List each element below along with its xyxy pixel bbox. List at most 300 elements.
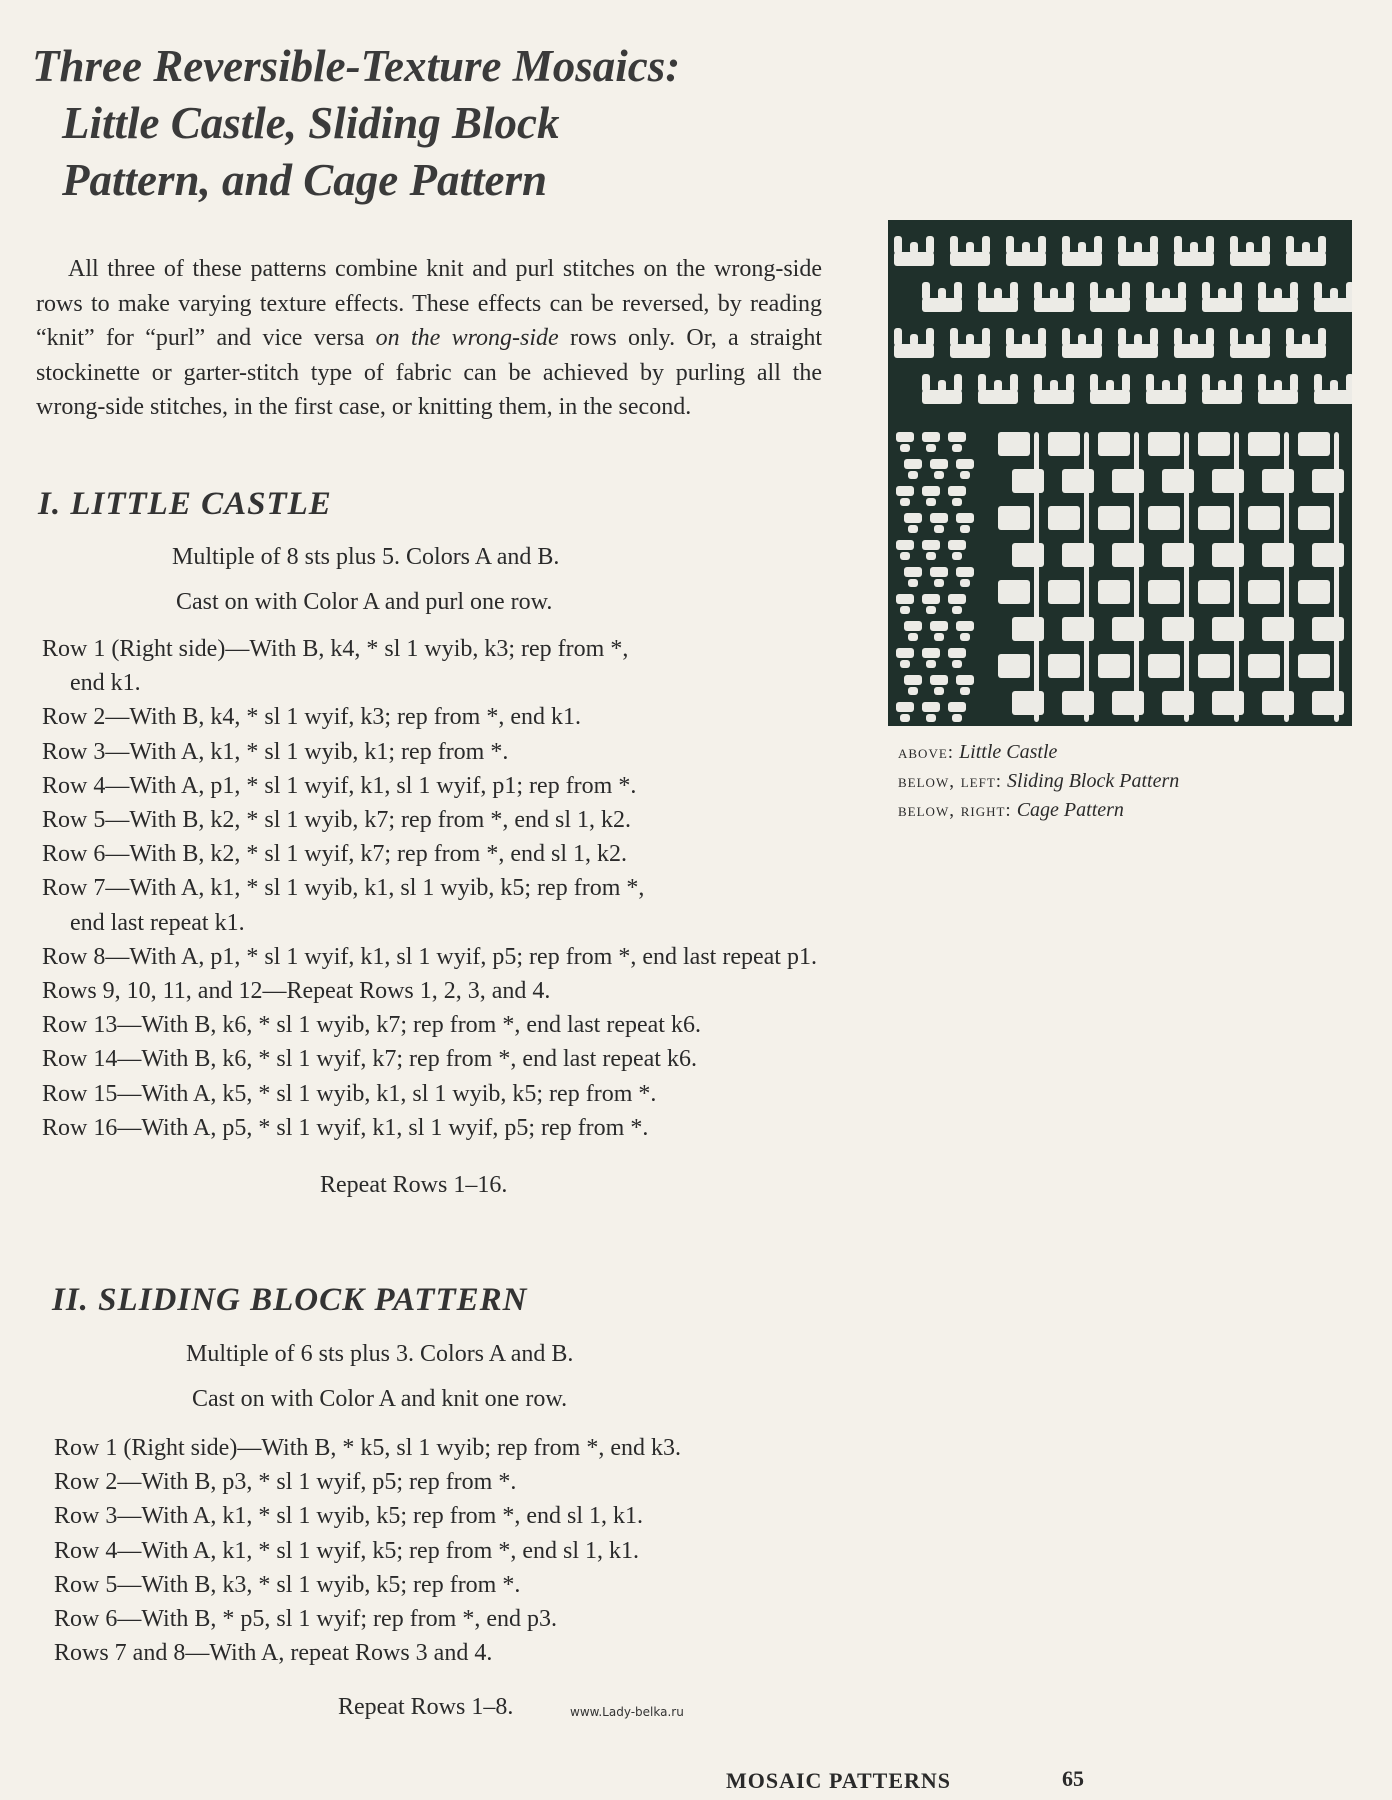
cage-block bbox=[1212, 469, 1244, 493]
castle-tower bbox=[1038, 236, 1046, 254]
cage-block bbox=[998, 506, 1030, 530]
castle-tower bbox=[1302, 334, 1310, 346]
castle-tower bbox=[1146, 374, 1154, 392]
castle-tower bbox=[922, 374, 930, 392]
cage-block bbox=[1198, 654, 1230, 678]
cage-block bbox=[1212, 543, 1244, 567]
little-castle-row-text: Row 15—With A, k5, * sl 1 wyib, k1, sl 1 wyib, k5; rep from *. bbox=[42, 1080, 657, 1107]
cage-block bbox=[1098, 432, 1130, 456]
castle-tower bbox=[1230, 328, 1238, 346]
page-title bbox=[32, 38, 792, 209]
castle-tower bbox=[1246, 334, 1254, 346]
castle-tower bbox=[1078, 334, 1086, 346]
castle-tower bbox=[1258, 374, 1266, 392]
sliding-block-stitch bbox=[904, 513, 922, 523]
castle-tower bbox=[1122, 282, 1130, 300]
section-2-repeat: Repeat Rows 1–8. bbox=[338, 1694, 514, 1720]
castle-tower bbox=[1274, 380, 1282, 392]
castle-tower bbox=[1286, 236, 1294, 254]
sliding-block-stitch bbox=[908, 471, 918, 479]
sliding-block-stitch bbox=[926, 660, 936, 668]
little-castle-row bbox=[42, 632, 817, 700]
castle-tower bbox=[1118, 328, 1126, 346]
sliding-block-stitch bbox=[896, 432, 914, 442]
castle-base bbox=[1258, 298, 1298, 312]
castle-tower bbox=[1122, 374, 1130, 392]
sliding-block-stitch bbox=[926, 552, 936, 560]
cage-bar bbox=[1284, 432, 1289, 722]
castle-tower bbox=[1206, 236, 1214, 254]
sliding-block-stitch bbox=[922, 702, 940, 712]
castle-tower bbox=[1174, 328, 1182, 346]
castle-base bbox=[1062, 252, 1102, 266]
castle-tower bbox=[1078, 242, 1086, 254]
sliding-block-row-text: Row 2—With B, p3, * sl 1 wyif, p5; rep from *. bbox=[54, 1469, 517, 1496]
sliding-block-stitch bbox=[960, 687, 970, 695]
cage-block bbox=[1298, 580, 1330, 604]
castle-base bbox=[1090, 298, 1130, 312]
swatch-graphic bbox=[888, 220, 1352, 726]
sliding-block-stitch bbox=[896, 702, 914, 712]
cage-block bbox=[998, 580, 1030, 604]
cage-block bbox=[1048, 654, 1080, 678]
sliding-block-row bbox=[54, 1636, 681, 1670]
castle-tower bbox=[1218, 380, 1226, 392]
castle-tower bbox=[1090, 374, 1098, 392]
running-head: MOSAIC PATTERNS bbox=[726, 1768, 952, 1793]
sliding-block-row bbox=[54, 1534, 681, 1568]
sliding-block-row bbox=[54, 1465, 681, 1499]
sliding-block-stitch bbox=[900, 498, 910, 506]
castle-tower bbox=[954, 282, 962, 300]
castle-base bbox=[922, 390, 962, 404]
sliding-block-stitch bbox=[896, 648, 914, 658]
sliding-block-stitch bbox=[952, 606, 962, 614]
castle-tower bbox=[1106, 288, 1114, 300]
castle-tower bbox=[1066, 374, 1074, 392]
sliding-block-stitch bbox=[896, 486, 914, 496]
cage-block bbox=[1112, 691, 1144, 715]
section-1-cast-on: Cast on with Color A and purl one row. bbox=[176, 589, 553, 615]
sliding-block-stitch bbox=[960, 471, 970, 479]
sliding-block-stitch bbox=[956, 459, 974, 469]
castle-tower bbox=[1066, 282, 1074, 300]
castle-tower bbox=[1202, 374, 1210, 392]
cage-block bbox=[1048, 432, 1080, 456]
castle-tower bbox=[922, 282, 930, 300]
caption-below-right bbox=[898, 796, 1358, 825]
cage-block bbox=[1162, 691, 1194, 715]
castle-tower bbox=[1094, 236, 1102, 254]
cage-block bbox=[1198, 580, 1230, 604]
castle-tower bbox=[1006, 236, 1014, 254]
castle-base bbox=[1062, 344, 1102, 358]
sliding-block-stitch bbox=[930, 675, 948, 685]
little-castle-row-continuation: end last repeat k1. bbox=[70, 909, 245, 936]
caption-below-left-label: below, left: bbox=[898, 771, 1003, 792]
sliding-block-stitch bbox=[952, 660, 962, 668]
castle-tower bbox=[1034, 374, 1042, 392]
little-castle-row bbox=[42, 735, 817, 769]
cage-block bbox=[1248, 432, 1280, 456]
cage-block bbox=[998, 432, 1030, 456]
sliding-block-stitch bbox=[904, 567, 922, 577]
castle-base bbox=[1034, 298, 1074, 312]
sliding-block-stitch bbox=[908, 633, 918, 641]
sliding-block-stitch bbox=[922, 648, 940, 658]
little-castle-row bbox=[42, 871, 817, 939]
cage-block bbox=[1298, 432, 1330, 456]
sliding-block-row-text: Rows 7 and 8—With A, repeat Rows 3 and 4. bbox=[54, 1640, 493, 1667]
sliding-block-stitch bbox=[952, 552, 962, 560]
castle-base bbox=[1034, 390, 1074, 404]
castle-tower bbox=[1150, 328, 1158, 346]
sliding-block-stitch bbox=[952, 498, 962, 506]
castle-base bbox=[1174, 252, 1214, 266]
little-castle-row-text: Row 5—With B, k2, * sl 1 wyib, k7; rep from *, end sl 1, k2. bbox=[42, 807, 632, 834]
sliding-block-stitch bbox=[930, 513, 948, 523]
sliding-block-stitch bbox=[922, 540, 940, 550]
castle-tower bbox=[1106, 380, 1114, 392]
cage-block bbox=[1298, 506, 1330, 530]
cage-block bbox=[1012, 469, 1044, 493]
sliding-block-stitch bbox=[956, 621, 974, 631]
castle-base bbox=[950, 344, 990, 358]
little-castle-row-text: Row 3—With A, k1, * sl 1 wyib, k1; rep from *. bbox=[42, 738, 509, 765]
cage-block bbox=[1248, 506, 1280, 530]
sliding-block-stitch bbox=[922, 432, 940, 442]
cage-block bbox=[1312, 691, 1344, 715]
sliding-block-stitch bbox=[926, 714, 936, 722]
title-line-2: Little Castle, Sliding Block bbox=[62, 98, 560, 148]
photo-caption bbox=[898, 738, 1358, 825]
cage-block bbox=[1298, 654, 1330, 678]
little-castle-row-text: Row 1 (Right side)—With B, k4, * sl 1 wyib, k3; rep from *, bbox=[42, 636, 629, 662]
castle-tower bbox=[1162, 288, 1170, 300]
intro-text-2: rows only. Or, a straight stockinette or garter-stitch type of fabric can be achieved by purling all the wrong-side stitches, in the first case, or knitting them, in the second. bbox=[36, 325, 823, 420]
castle-tower bbox=[1050, 380, 1058, 392]
castle-base bbox=[1006, 252, 1046, 266]
castle-base bbox=[894, 344, 934, 358]
castle-base bbox=[1174, 344, 1214, 358]
castle-tower bbox=[1010, 282, 1018, 300]
sliding-block-stitch bbox=[960, 525, 970, 533]
castle-tower bbox=[1262, 236, 1270, 254]
castle-tower bbox=[1062, 328, 1070, 346]
castle-tower bbox=[1178, 374, 1186, 392]
castle-base bbox=[950, 252, 990, 266]
castle-tower bbox=[1134, 242, 1142, 254]
little-castle-row bbox=[42, 974, 817, 1008]
sliding-block-stitch bbox=[948, 432, 966, 442]
sliding-block-stitch bbox=[900, 444, 910, 452]
cage-block bbox=[1062, 469, 1094, 493]
sliding-block-row-text: Row 1 (Right side)—With B, * k5, sl 1 wyib; rep from *, end k3. bbox=[54, 1435, 681, 1461]
little-castle-row-continuation: end k1. bbox=[70, 670, 141, 697]
little-castle-row bbox=[42, 940, 817, 974]
castle-tower bbox=[1034, 282, 1042, 300]
sliding-block-stitch bbox=[900, 552, 910, 560]
cage-block bbox=[1262, 469, 1294, 493]
caption-below-right-text: Cage Pattern bbox=[1016, 799, 1124, 821]
sliding-block-stitch bbox=[896, 540, 914, 550]
cage-block bbox=[1098, 654, 1130, 678]
cage-block bbox=[1312, 543, 1344, 567]
sliding-block-stitch bbox=[930, 621, 948, 631]
cage-block bbox=[1198, 506, 1230, 530]
cage-block bbox=[1012, 691, 1044, 715]
castle-base bbox=[1314, 390, 1352, 404]
castle-tower bbox=[1314, 374, 1322, 392]
sliding-block-stitch bbox=[948, 594, 966, 604]
little-castle-row bbox=[42, 700, 817, 734]
cage-block bbox=[1212, 691, 1244, 715]
cage-bar bbox=[1034, 432, 1039, 722]
sliding-block-row bbox=[54, 1499, 681, 1533]
sliding-block-row-text: Row 5—With B, k3, * sl 1 wyib, k5; rep from *. bbox=[54, 1571, 521, 1598]
castle-tower bbox=[1286, 328, 1294, 346]
sliding-block-stitch bbox=[904, 675, 922, 685]
little-castle-row-text: Row 7—With A, k1, * sl 1 wyib, k1, sl 1 wyib, k5; rep from *, bbox=[42, 875, 645, 902]
cage-block bbox=[1062, 543, 1094, 567]
cage-block bbox=[1312, 617, 1344, 641]
cage-block bbox=[1062, 691, 1094, 715]
cage-block bbox=[1012, 543, 1044, 567]
castle-tower bbox=[1050, 288, 1058, 300]
sliding-block-stitch bbox=[922, 594, 940, 604]
castle-tower bbox=[954, 374, 962, 392]
sliding-block-stitch bbox=[908, 579, 918, 587]
section-1-rows bbox=[42, 632, 817, 1145]
castle-tower bbox=[982, 236, 990, 254]
sliding-block-stitch bbox=[904, 459, 922, 469]
castle-tower bbox=[950, 328, 958, 346]
cage-block bbox=[1062, 617, 1094, 641]
castle-base bbox=[1286, 344, 1326, 358]
caption-above-text: Little Castle bbox=[959, 741, 1058, 763]
castle-tower bbox=[1318, 236, 1326, 254]
sliding-block-stitch bbox=[934, 633, 944, 641]
castle-tower bbox=[1330, 380, 1338, 392]
castle-tower bbox=[1218, 288, 1226, 300]
cage-block bbox=[1112, 469, 1144, 493]
cage-block bbox=[1312, 469, 1344, 493]
sliding-block-stitch bbox=[900, 660, 910, 668]
little-castle-row-text: Row 16—With A, p5, * sl 1 wyif, k1, sl 1 wyif, p5; rep from *. bbox=[42, 1114, 649, 1141]
sliding-block-stitch bbox=[926, 498, 936, 506]
cage-block bbox=[1148, 654, 1180, 678]
castle-tower bbox=[1230, 236, 1238, 254]
castle-tower bbox=[1234, 282, 1242, 300]
castle-base bbox=[1118, 344, 1158, 358]
little-castle-row-text: Row 8—With A, p1, * sl 1 wyif, k1, sl 1 wyif, p5; rep from *, end last repeat p1. bbox=[42, 943, 817, 970]
castle-tower bbox=[910, 242, 918, 254]
castle-tower bbox=[966, 334, 974, 346]
little-castle-row-text: Row 13—With B, k6, * sl 1 wyib, k7; rep from *, end last repeat k6. bbox=[42, 1012, 701, 1039]
castle-base bbox=[978, 390, 1018, 404]
sliding-block-stitch bbox=[948, 702, 966, 712]
intro-paragraph bbox=[36, 252, 822, 425]
castle-tower bbox=[966, 242, 974, 254]
castle-base bbox=[1118, 252, 1158, 266]
castle-tower bbox=[1314, 282, 1322, 300]
cage-block bbox=[1162, 617, 1194, 641]
sliding-block-stitch bbox=[908, 687, 918, 695]
cage-block bbox=[1262, 543, 1294, 567]
sliding-block-stitch bbox=[934, 471, 944, 479]
cage-block bbox=[1112, 617, 1144, 641]
knitted-swatch-photo bbox=[888, 220, 1352, 726]
castle-base bbox=[1090, 390, 1130, 404]
castle-base bbox=[1146, 298, 1186, 312]
castle-tower bbox=[1022, 334, 1030, 346]
castle-tower bbox=[1290, 374, 1298, 392]
sliding-block-row-text: Row 6—With B, * p5, sl 1 wyif; rep from *, end p3. bbox=[54, 1606, 557, 1633]
castle-base bbox=[922, 298, 962, 312]
castle-tower bbox=[1090, 282, 1098, 300]
caption-below-left bbox=[898, 767, 1358, 796]
caption-below-left-text: Sliding Block Pattern bbox=[1007, 770, 1180, 792]
castle-tower bbox=[1234, 374, 1242, 392]
castle-tower bbox=[894, 328, 902, 346]
castle-tower bbox=[994, 380, 1002, 392]
castle-tower bbox=[982, 328, 990, 346]
castle-tower bbox=[1134, 334, 1142, 346]
sliding-block-stitch bbox=[930, 567, 948, 577]
sliding-block-stitch bbox=[922, 486, 940, 496]
sliding-block-stitch bbox=[930, 459, 948, 469]
cage-block bbox=[1162, 469, 1194, 493]
sliding-block-stitch bbox=[952, 714, 962, 722]
castle-tower bbox=[1202, 282, 1210, 300]
castle-tower bbox=[978, 374, 986, 392]
sliding-block-stitch bbox=[960, 633, 970, 641]
caption-below-right-label: below, right: bbox=[898, 800, 1012, 821]
sliding-block-row-text: Row 4—With A, k1, * sl 1 wyif, k5; rep from *, end sl 1, k1. bbox=[54, 1537, 639, 1564]
little-castle-row bbox=[42, 1111, 817, 1145]
cage-block bbox=[1148, 432, 1180, 456]
cage-block bbox=[1148, 506, 1180, 530]
castle-tower bbox=[938, 288, 946, 300]
sliding-block-stitch bbox=[948, 486, 966, 496]
section-1-repeat: Repeat Rows 1–16. bbox=[320, 1172, 508, 1198]
castle-tower bbox=[1302, 242, 1310, 254]
watermark: www.Lady-belka.ru bbox=[570, 1705, 684, 1719]
sliding-block-stitch bbox=[956, 567, 974, 577]
castle-tower bbox=[1258, 282, 1266, 300]
sliding-block-stitch bbox=[926, 606, 936, 614]
castle-base bbox=[1202, 298, 1242, 312]
castle-tower bbox=[1174, 236, 1182, 254]
sliding-block-stitch bbox=[926, 444, 936, 452]
title-line-1: Three Reversible-Texture Mosaics: bbox=[32, 41, 681, 91]
cage-block bbox=[1248, 580, 1280, 604]
little-castle-row bbox=[42, 837, 817, 871]
intro-text-1: All three of these patterns combine knit and purl stitches on the wrong-side rows to make varying texture effects. These effects can be reversed, by reading “knit” for “purl” and vice versa bbox=[36, 256, 822, 351]
sliding-block-stitch bbox=[934, 687, 944, 695]
caption-above bbox=[898, 738, 1358, 767]
castle-base bbox=[1006, 344, 1046, 358]
cage-bar bbox=[1334, 432, 1339, 722]
sliding-block-stitch bbox=[956, 513, 974, 523]
intro-emphasis: on the wrong-side bbox=[375, 325, 559, 351]
castle-base bbox=[894, 252, 934, 266]
castle-tower bbox=[1262, 328, 1270, 346]
sliding-block-row bbox=[54, 1602, 681, 1636]
sliding-block-stitch bbox=[900, 606, 910, 614]
castle-tower bbox=[1246, 242, 1254, 254]
castle-base bbox=[978, 298, 1018, 312]
sliding-block-stitch bbox=[952, 444, 962, 452]
little-castle-row-text: Rows 9, 10, 11, and 12—Repeat Rows 1, 2, 3, and 4. bbox=[42, 978, 551, 1005]
little-castle-row bbox=[42, 769, 817, 803]
sliding-block-stitch bbox=[960, 579, 970, 587]
castle-base bbox=[1146, 390, 1186, 404]
cage-block bbox=[1098, 506, 1130, 530]
castle-tower bbox=[1162, 380, 1170, 392]
section-2-heading: II. SLIDING BLOCK PATTERN bbox=[52, 1282, 528, 1318]
sliding-block-stitch bbox=[934, 579, 944, 587]
sliding-block-row-text: Row 3—With A, k1, * sl 1 wyib, k5; rep from *, end sl 1, k1. bbox=[54, 1503, 644, 1530]
castle-tower bbox=[1178, 282, 1186, 300]
castle-tower bbox=[1346, 374, 1352, 392]
cage-block bbox=[1148, 580, 1180, 604]
cage-block bbox=[1162, 543, 1194, 567]
section-1-multiple: Multiple of 8 sts plus 5. Colors A and B. bbox=[172, 544, 560, 570]
sliding-block-row bbox=[54, 1568, 681, 1602]
castle-tower bbox=[1330, 288, 1338, 300]
little-castle-row bbox=[42, 1042, 817, 1076]
sliding-block-stitch bbox=[948, 648, 966, 658]
cage-bar bbox=[1184, 432, 1189, 722]
castle-tower bbox=[1290, 282, 1298, 300]
castle-base bbox=[1230, 252, 1270, 266]
section-2-multiple: Multiple of 6 sts plus 3. Colors A and B. bbox=[186, 1341, 574, 1367]
castle-tower bbox=[1010, 374, 1018, 392]
cage-block bbox=[1262, 617, 1294, 641]
cage-bar bbox=[1134, 432, 1139, 722]
little-castle-row-text: Row 4—With A, p1, * sl 1 wyif, k1, sl 1 wyif, p1; rep from *. bbox=[42, 772, 637, 799]
sliding-block-stitch bbox=[900, 714, 910, 722]
castle-tower bbox=[1190, 334, 1198, 346]
castle-tower bbox=[1346, 282, 1352, 300]
castle-tower bbox=[1150, 236, 1158, 254]
little-castle-row-text: Row 2—With B, k4, * sl 1 wyif, k3; rep from *, end k1. bbox=[42, 704, 581, 731]
cage-block bbox=[1048, 580, 1080, 604]
castle-tower bbox=[1006, 328, 1014, 346]
little-castle-row-text: Row 6—With B, k2, * sl 1 wyif, k7; rep from *, end sl 1, k2. bbox=[42, 841, 627, 868]
sliding-block-stitch bbox=[908, 525, 918, 533]
cage-block bbox=[1198, 432, 1230, 456]
cage-block bbox=[1212, 617, 1244, 641]
little-castle-row-text: Row 14—With B, k6, * sl 1 wyif, k7; rep from *, end last repeat k6. bbox=[42, 1046, 697, 1073]
cage-block bbox=[1048, 506, 1080, 530]
castle-tower bbox=[1038, 328, 1046, 346]
castle-tower bbox=[910, 334, 918, 346]
castle-tower bbox=[978, 282, 986, 300]
section-2-cast-on: Cast on with Color A and knit one row. bbox=[192, 1386, 568, 1412]
castle-tower bbox=[1146, 282, 1154, 300]
caption-above-label: above: bbox=[898, 742, 955, 763]
castle-base bbox=[1314, 298, 1352, 312]
cage-bar bbox=[1234, 432, 1239, 722]
castle-tower bbox=[926, 236, 934, 254]
castle-tower bbox=[926, 328, 934, 346]
castle-base bbox=[1286, 252, 1326, 266]
section-1-heading: I. LITTLE CASTLE bbox=[38, 486, 332, 522]
cage-bar bbox=[1084, 432, 1089, 722]
castle-tower bbox=[950, 236, 958, 254]
